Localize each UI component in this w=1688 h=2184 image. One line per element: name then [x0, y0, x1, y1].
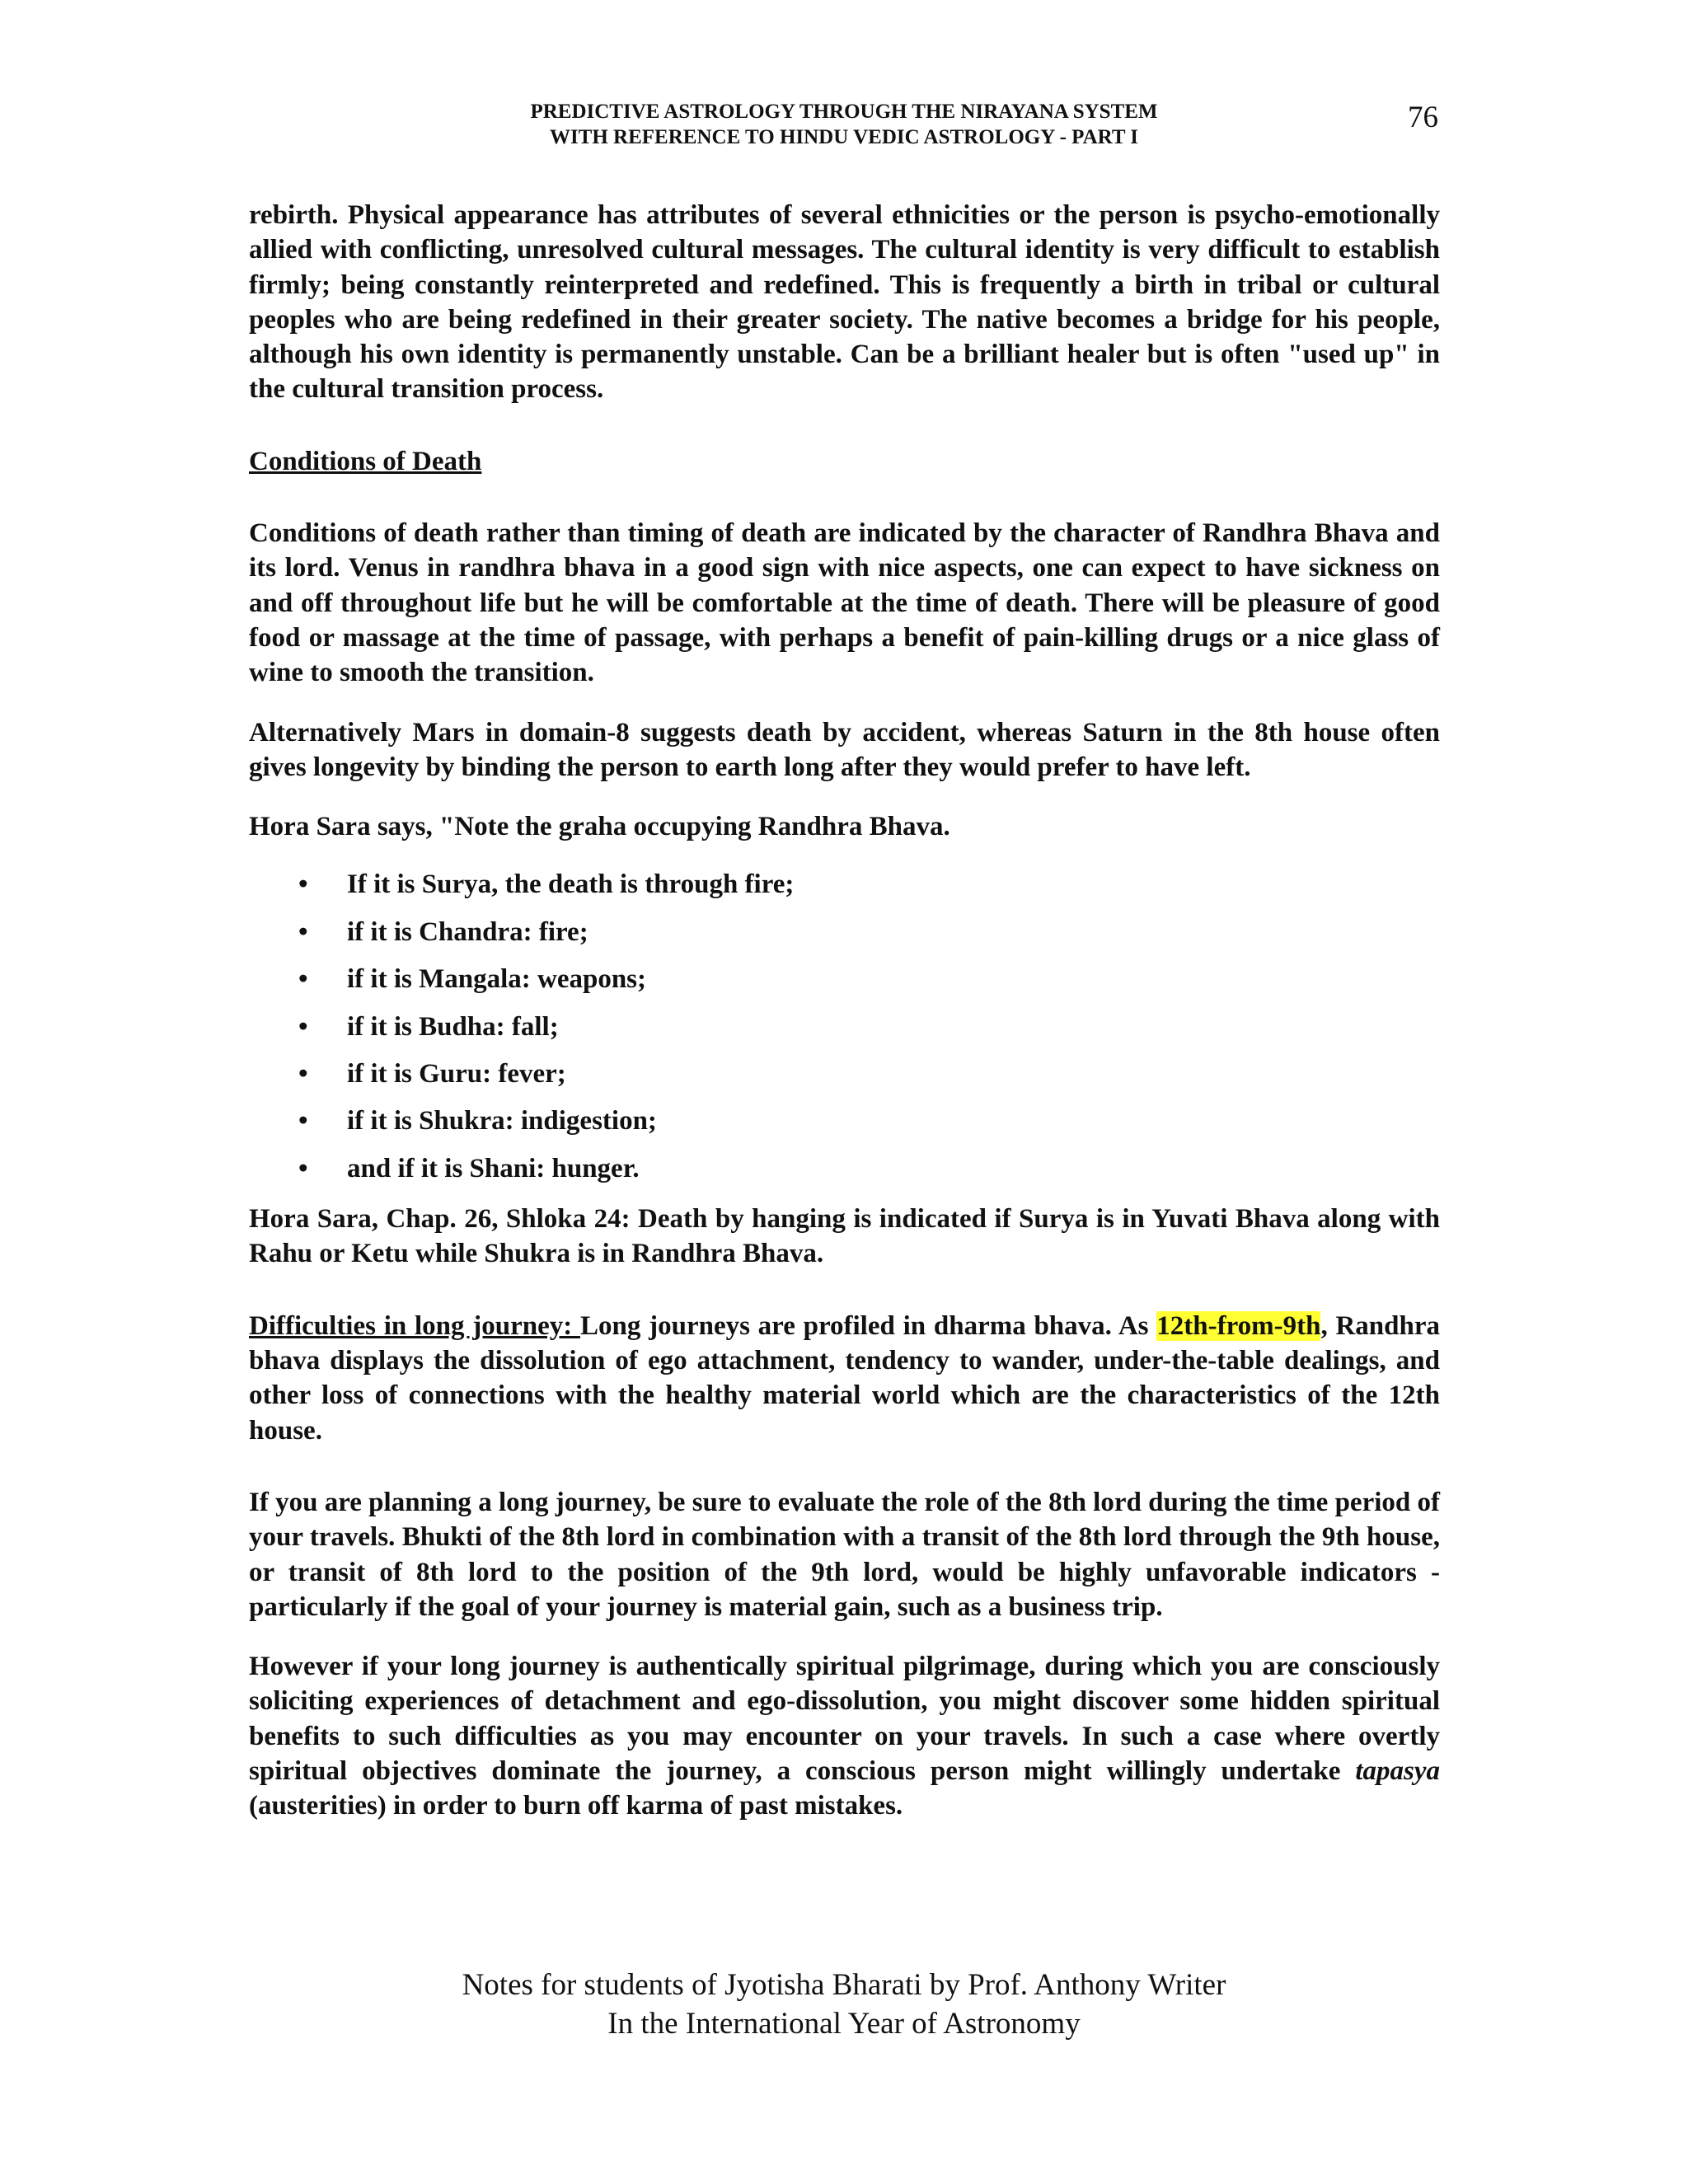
list-item: • if it is Mangala: weapons;	[249, 962, 1440, 1009]
highlighted-text: 12th-from-9th	[1156, 1310, 1321, 1341]
paragraph-rebirth: rebirth. Physical appearance has attributes of several ethnicities or the person is psycho-emotionally allied with conflicting, unresolved cultural messages. The cultural identity is very difficult to establish firmly; being constantly reinterpreted and redefined. This is frequently a birth in tribal or cultural peoples who are being redefined in their greater society. The native becomes a bridge for his people, although his own identity is permanently unstable. Can be a brilliant healer but is often "used up" in the cultural transition process.	[249, 200, 1440, 405]
list-item: • if it is Shukra: indigestion;	[249, 1104, 1440, 1151]
heading-conditions-of-death: Conditions of Death	[249, 446, 482, 476]
list-item: • and if it is Shani: hunger.	[249, 1151, 1440, 1198]
bullet-icon: •	[298, 869, 308, 900]
bullet-icon: •	[298, 916, 308, 947]
heading-difficulties-long-journey: Difficulties in long journey:	[249, 1310, 580, 1341]
paragraph-spiritual-pilgrimage: However if your long journey is authentically spiritual pilgrimage, during which you are consciously soliciting experiences of detachment and ego-dissolution, you might discover some hidden spiritual benefits to such difficulties as you may encounter on your travels. In such a case where overtly spiritual objectives dominate the journey, a conscious person might willingly undertake tapasya (austerities) in order to burn off karma of past mistakes.	[249, 1652, 1440, 1821]
header-line-2: WITH REFERENCE TO HINDU VEDIC ASTROLOGY - PART I	[549, 126, 1139, 148]
list-item: • if it is Chandra: fire;	[249, 915, 1440, 962]
paragraph-planning-journey: If you are planning a long journey, be sure to evaluate the role of the 8th lord during the time period of your travels. Bhukti of the 8th lord in combination with a transit of the 8th lord through the 9th house, or transit of 8th lord to the position of the 9th lord, would be highly unfavorable indicators - particularly if the goal of your journey is material gain, such as a business trip.	[249, 1487, 1440, 1622]
header-line-1: PREDICTIVE ASTROLOGY THROUGH THE NIRAYANA SYSTEM	[530, 101, 1158, 123]
italic-term: tapasya	[1355, 1756, 1440, 1787]
page-number: 76	[1408, 101, 1438, 134]
page-footer	[0, 1966, 1688, 2043]
list-item: • if it is Budha: fall;	[249, 1010, 1440, 1057]
paragraph-hanging: Hora Sara, Chap. 26, Shloka 24: Death by hanging is indicated if Surya is in Yuvati Bhava along with Rahu or Ketu while Shukra is in Randhra Bhava.	[249, 1204, 1440, 1269]
bullet-icon: •	[298, 964, 308, 995]
list-item: • If it is Surya, the death is through fire;	[249, 867, 1440, 914]
paragraph-hora-sara: Hora Sara says, "Note the graha occupying Randhra Bhava.	[249, 812, 950, 842]
bullet-icon: •	[298, 1059, 308, 1090]
graha-death-list	[249, 867, 1440, 1198]
paragraph-alternatively: Alternatively Mars in domain-8 suggests death by accident, whereas Saturn in the 8th house often gives longevity by binding the person to earth long after they would prefer to have left.	[249, 717, 1440, 782]
body-text	[249, 198, 1440, 1824]
list-item: • if it is Guru: fever;	[249, 1057, 1440, 1104]
footer-line-2: In the International Year of Astronomy	[607, 2007, 1081, 2041]
bullet-icon: •	[298, 1153, 308, 1183]
paragraph-conditions: Conditions of death rather than timing of death are indicated by the character of Randhra Bhava and its lord. Venus in randhra bhava in a good sign with nice aspects, one can expect to have sickness on and off throughout life but he will be comfortable at the time of death. There will be pleasure of good food or massage at the time of passage, with perhaps a benefit of pain-killing drugs or a nice glass of wine to smooth the transition.	[249, 518, 1440, 688]
bullet-icon: •	[298, 1011, 308, 1042]
bullet-icon: •	[298, 1106, 308, 1137]
footer-line-1: Notes for students of Jyotisha Bharati by Prof. Anthony Writer	[462, 1968, 1226, 2002]
paragraph-long-journey: Difficulties in long journey: Long journeys are profiled in dharma bhava. As 12th-from-9th, Randhra bhava displays the dissolution of ego attachment, tendency to wander, under-the-table dealings, and other loss of connections with the healthy material world which are the characteristics of the 12th house.	[249, 1310, 1441, 1446]
